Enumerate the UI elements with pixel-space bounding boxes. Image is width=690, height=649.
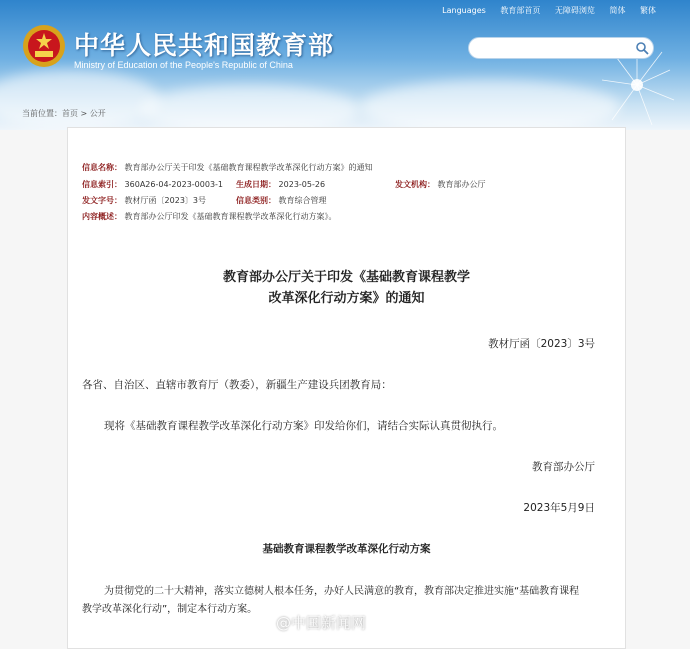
cloud-decoration (360, 80, 620, 130)
meta-summary-label: 内容概述： (82, 212, 122, 221)
cloud-decoration (0, 70, 160, 130)
meta-org (395, 179, 486, 190)
meta-doc-no (82, 195, 206, 206)
meta-summary (82, 211, 337, 222)
meta-doc-no-label: 发文字号： (82, 196, 122, 205)
document-salutation: 各省、自治区、直辖市教育厅（教委），新疆生产建设兵团教育局： (82, 379, 392, 391)
document-signature: 教育部办公厅 (532, 461, 595, 473)
breadcrumb: 当前位置：首页 > 公开 (22, 109, 106, 118)
search-icon[interactable] (635, 41, 649, 55)
home-link[interactable]: 教育部首页 (500, 6, 541, 15)
meta-doc-no-value: 教材厅函〔2023〕3号 (124, 196, 206, 205)
meta-name-label: 信息名称： (82, 163, 122, 172)
meta-category-label: 信息类别： (236, 196, 276, 205)
site-header (0, 0, 690, 130)
content-panel (67, 127, 626, 649)
site-title-en: Ministry of Education of the People's Republic of China (74, 60, 293, 70)
meta-date (236, 179, 325, 190)
search-box (468, 37, 654, 59)
traditional-link[interactable]: 繁体 (640, 6, 656, 15)
accessibility-link[interactable]: 无障碍浏览 (554, 6, 595, 15)
simplified-link[interactable]: 简体 (609, 6, 626, 15)
watermark: @中国新闻网 (276, 614, 367, 632)
meta-org-label: 发文机构： (395, 180, 435, 189)
document-title-line2: 改革深化行动方案》的通知 (268, 291, 425, 306)
search-input[interactable] (477, 41, 627, 55)
document-title-line1: 教育部办公厅关于印发《基础教育课程教学 (222, 270, 470, 285)
meta-date-value: 2023-05-26 (278, 180, 326, 189)
site-title-cn: 中华人民共和国教育部 (74, 31, 335, 60)
document-date: 2023年5月9日 (523, 502, 595, 514)
meta-org-value: 教育部办公厅 (437, 180, 486, 189)
meta-name (82, 162, 373, 173)
national-emblem-icon (22, 24, 66, 68)
meta-category-value: 教育综合管理 (278, 196, 327, 205)
meta-index-label: 信息索引： (82, 180, 122, 189)
meta-category (236, 195, 327, 206)
plan-paragraph-line2: 教学改革深化行动”，制定本行动方案。 (82, 604, 258, 615)
meta-index-value: 360A26-04-2023-0003-1 (124, 180, 224, 189)
languages-link[interactable]: Languages (442, 6, 486, 15)
top-links (430, 5, 656, 16)
meta-index (82, 179, 223, 190)
cloud-decoration (140, 85, 360, 130)
document-body: 现将《基础教育课程教学改革深化行动方案》印发给你们，请结合实际认真贯彻执行。 (104, 420, 503, 432)
meta-date-label: 生成日期： (236, 180, 276, 189)
meta-name-value: 教育部办公厅关于印发《基础教育课程教学改革深化行动方案》的通知 (124, 163, 373, 172)
plan-paragraph-line1: 为贯彻党的二十大精神，落实立德树人根本任务，办好人民满意的教育，教育部决定推进实施“基础教育课程 (104, 586, 580, 597)
meta-summary-value: 教育部办公厅印发《基础教育课程教学改革深化行动方案》。 (124, 212, 337, 221)
document-number: 教材厅函〔2023〕3号 (488, 338, 595, 350)
plan-title: 基础教育课程教学改革深化行动方案 (262, 543, 431, 555)
